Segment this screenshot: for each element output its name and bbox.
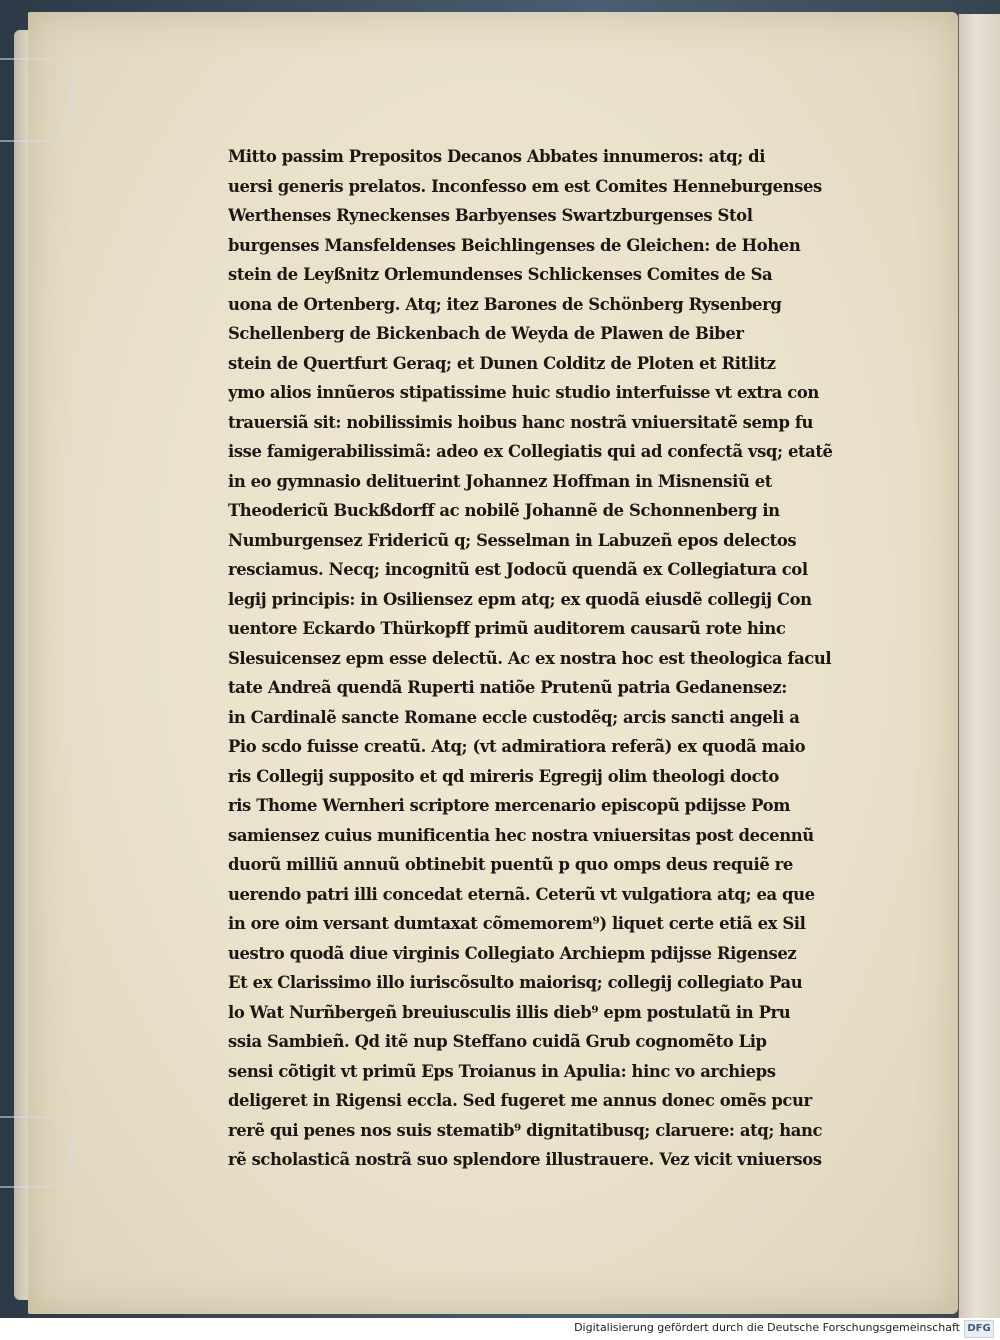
text-line: Schellenberg de Bickenbach de Weyda de Plawen de Biber (228, 324, 744, 343)
text-line: uerendo patri illi concedat eternã. Ceterũ vt vulgatiora atq; ea que (228, 884, 815, 904)
text-line: ris Collegij supposito et qd mireris Egregij olim theologi docto (228, 766, 779, 786)
text-line: in Cardinalẽ sancte Romane eccle custodẽq; arcis sancti angeli a (228, 707, 800, 727)
funding-credit: Digitalisierung gefördert durch die Deutsche Forschungsgemeinschaft (574, 1321, 960, 1334)
text-line: stein de Quertfurt Geraq; et Dunen Colditz de Ploten et Ritlitz (228, 353, 776, 373)
text-line: samiensez cuius munificentia hec nostra vniuersitas post decennũ (228, 825, 814, 845)
text-line: rẽ scholasticã nostrã suo splendore illustrauere. Vez vicit vniuersos (228, 1150, 822, 1169)
text-line: tate Andreã quendã Ruperti natiõe Prutenũ patria Gedanensez: (228, 678, 787, 697)
dfg-logo: DFG (964, 1320, 994, 1338)
page-clip-top (0, 58, 72, 142)
text-line: Et ex Clarissimo illo iuriscõsulto maiorisq; collegij collegiato Pau (228, 973, 803, 992)
text-line: Pio scdo fuisse creatũ. Atq; (vt admiratiora referã) ex quodã maio (228, 737, 806, 756)
printed-text-block (228, 142, 868, 1175)
text-line: ssia Sambieñ. Qd itẽ nup Steffano cuidã Grub cognomẽto Lip (228, 1032, 767, 1051)
text-line: lo Wat Nurñbergeñ breuiusculis illis dieb⁹ epm postulatũ in Pru (228, 1002, 791, 1022)
text-line: deligeret in Rigensi eccla. Sed fugeret me annus donec omẽs pcur (228, 1091, 812, 1110)
footer-bar (0, 1318, 1000, 1340)
text-line: in ore oim versant dumtaxat cõmemorem⁹) liquet certe etiã ex Sil (228, 914, 806, 933)
text-line: Werthenses Ryneckenses Barbyenses Swartzburgenses Stol (228, 206, 753, 225)
text-line: ris Thome Wernheri scriptore mercenario episcopũ pdijsse Pom (228, 796, 791, 815)
text-line: Numburgensez Fridericũ q; Sesselman in Labuzeñ epos delectos (228, 530, 797, 550)
text-line: in eo gymnasio delituerint Johannez Hoffman in Misnensiũ et (228, 471, 772, 491)
text-line: rerẽ qui penes nos suis stematib⁹ dignitatibusq; claruere: atq; hanc (228, 1120, 823, 1140)
text-line: uentore Eckardo Thürkopff primũ auditorem causarũ rote hinc (228, 619, 786, 638)
text-line: sensi cõtigit vt primũ Eps Troianus in Apulia: hinc vo archieps (228, 1061, 776, 1081)
book-page (28, 12, 958, 1314)
text-line: ymo alios innũeros stipatissime huic studio interfuisse vt extra con (228, 383, 819, 402)
page-clip-bottom (0, 1116, 72, 1188)
text-line: duorũ milliũ annuũ obtinebit puentũ p quo omps deus requiẽ re (228, 855, 793, 874)
text-line: isse famigerabilissimã: adeo ex Collegiatis qui ad confectã vsq; etatẽ (228, 442, 833, 461)
facing-page-edge (958, 14, 1000, 1318)
text-line: burgenses Mansfeldenses Beichlingenses de Gleichen: de Hohen (228, 235, 801, 255)
text-line: resciamus. Necq; incognitũ est Jodocũ quendã ex Collegiatura col (228, 560, 808, 579)
text-line: legij principis: in Osiliensez epm atq; ex quodã eiusdẽ collegij Con (228, 589, 812, 609)
text-line: trauersiã sit: nobilissimis hoibus hanc nostrã vniuersitatẽ semp fu (228, 412, 814, 432)
text-line: stein de Leyßnitz Orlemundenses Schlickenses Comites de Sa (228, 265, 773, 284)
text-line: Mitto passim Prepositos Decanos Abbates innumeros: atq; di (228, 147, 766, 166)
text-line: uestro quodã diue virginis Collegiato Archiepm pdijsse Rigensez (228, 943, 797, 963)
text-line: uersi generis prelatos. Inconfesso em est Comites Henneburgenses (228, 176, 822, 196)
text-line: Slesuicensez epm esse delectũ. Ac ex nostra hoc est theologica facul (228, 648, 832, 668)
text-line: uona de Ortenberg. Atq; itez Barones de Schönberg Rysenberg (228, 294, 782, 314)
text-line: Theodericũ Buckßdorff ac nobilẽ Johannẽ de Schonnenberg in (228, 501, 780, 520)
